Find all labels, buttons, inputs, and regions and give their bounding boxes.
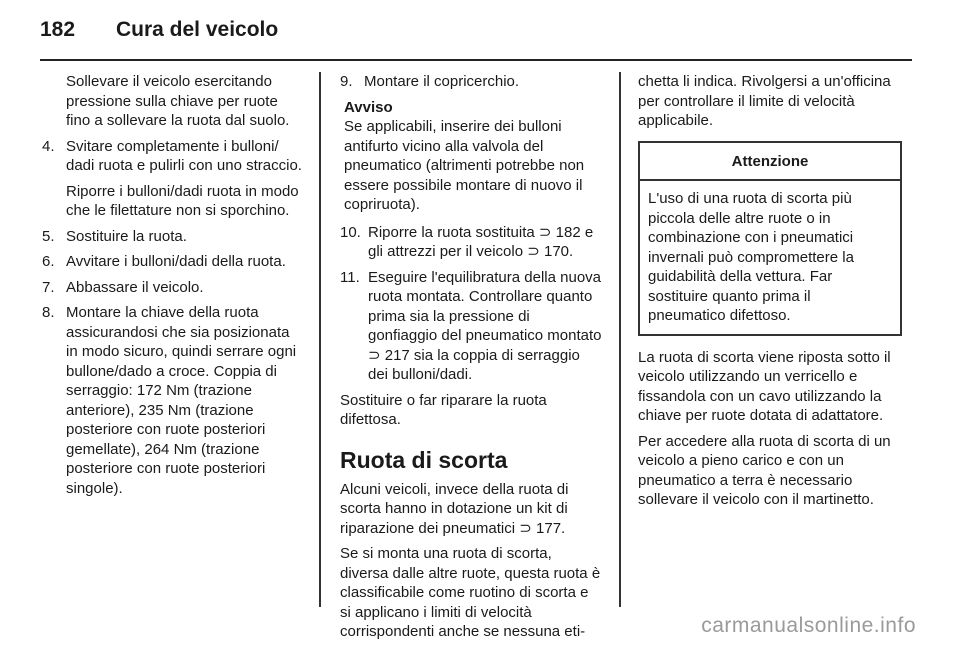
column-1: [42, 72, 304, 504]
warning-text: L'uso di una ruota di scorta più piccola delle altre ruote o in combinazione con i pneumatici invernali può compromettere la guidabilità della vettura. Far sostituire quanto prima il pneumatico difettoso.: [648, 190, 854, 324]
page-reference-link[interactable]: ⊃ 182: [538, 223, 581, 241]
page-number: 182: [40, 18, 76, 41]
paragraph: La ruota di scorta viene riposta sotto il veicolo utilizzando un verricello e fissandola con un cavo utilizzando la chiave per ruote dotata di adattatore.: [638, 348, 891, 424]
step-number: 6.: [42, 253, 55, 270]
step-number: 9.: [340, 73, 353, 90]
text-run: sia la coppia di serraggio dei bulloni/dadi.: [368, 346, 580, 383]
step-item: [42, 278, 304, 298]
text-run: Riporre la ruota sostituita: [368, 223, 539, 241]
step-text: [368, 223, 602, 262]
step-subtext: Riporre i bulloni/dadi ruota in modo che le filettature non si sporchino.: [66, 182, 299, 219]
step-number: 10.: [340, 223, 361, 241]
watermark: carmanualsonline.info: [701, 614, 916, 637]
step-item: [42, 137, 304, 221]
section-heading: Ruota di scorta: [340, 446, 508, 473]
header-divider: [40, 59, 912, 61]
step-number: 8.: [42, 304, 55, 321]
text-run: e gli attrezzi per il veicolo: [368, 223, 594, 260]
note-block: [340, 98, 602, 215]
step-item: [42, 227, 304, 247]
chapter-title: Cura del veicolo: [116, 18, 279, 41]
step-number: 7.: [42, 278, 55, 296]
text-run: .: [569, 243, 574, 260]
paragraph: chetta li indica. Rivolgersi a un'officina per controllare il limite di velocità applicabile.: [638, 73, 891, 129]
step-text: Svitare completamente i bulloni/ dadi ruota e pulirli con uno straccio.: [66, 137, 302, 174]
column-divider-1: [319, 72, 321, 607]
paragraph: [340, 480, 602, 539]
page-header: [40, 14, 920, 50]
text-run: .: [561, 519, 566, 537]
step-item: [340, 72, 602, 92]
note-text: Se applicabili, inserire dei bulloni antifurto vicino alla valvola del pneumatico (altrimenti potrebbe non essere possibile montare di nuovo il copriruota).: [344, 118, 585, 213]
text-run: Alcuni veicoli, invece della ruota di scorta hanno in dotazione un kit di riparazione dei pneumatici: [340, 480, 569, 537]
step-item: [340, 268, 602, 385]
column-3: [638, 72, 902, 516]
step-continuation: Sollevare il veicolo esercitando pressione sulla chiave per ruote fino a sollevare la ruota dal suolo.: [66, 73, 290, 129]
warning-box: [638, 141, 902, 336]
page-reference-link[interactable]: ⊃ 170: [527, 243, 569, 260]
step-item: [42, 252, 304, 272]
note-label: Avviso: [344, 98, 393, 116]
column-2: [340, 72, 602, 648]
step-text: [368, 268, 602, 385]
column-divider-2: [619, 72, 621, 607]
page-reference-link[interactable]: ⊃ 177: [519, 519, 562, 537]
paragraph: Per accedere alla ruota di scorta di un veicolo a pieno carico e con un pneumatico a terra è necessario sollevare il veicolo con il martinetto.: [638, 432, 891, 508]
step-number: 11.: [340, 268, 360, 286]
page-reference-link[interactable]: ⊃ 217: [368, 346, 410, 364]
paragraph: Se si monta una ruota di scorta, diversa dalle altre ruote, questa ruota è classificabile come ruotino di scorta e si applicano i limiti di velocità corrispondenti anche se nessuna eti-: [340, 545, 601, 640]
step-number: 4.: [42, 137, 55, 155]
step-text: Avvitare i bulloni/dadi della ruota.: [66, 253, 286, 270]
paragraph: Sostituire o far riparare la ruota difettosa.: [340, 391, 547, 428]
step-item: [340, 223, 602, 262]
step-number: 5.: [42, 227, 55, 245]
step-text: Montare la chiave della ruota assicurandosi che sia posizionata in modo sicuro, quindi serrare ogni bullone/dado a croce. Coppia di serraggio: 172 Nm (trazione anteriore), 235 Nm (trazione posteriore con ruote posteriori gemellate), 264 Nm (trazione posteriore con ruote posteriori singole).: [66, 304, 297, 497]
step-text: Sostituire la ruota.: [66, 227, 187, 245]
warning-title: Attenzione: [640, 143, 900, 182]
step-item: [42, 303, 304, 498]
step-text: Abbassare il veicolo.: [66, 278, 204, 296]
step-text: Montare il copricerchio.: [364, 73, 520, 90]
text-run: Eseguire l'equilibratura della nuova ruota montata. Controllare quanto prima sia la pressione di gonfiaggio del pneumatico montato: [368, 268, 602, 344]
